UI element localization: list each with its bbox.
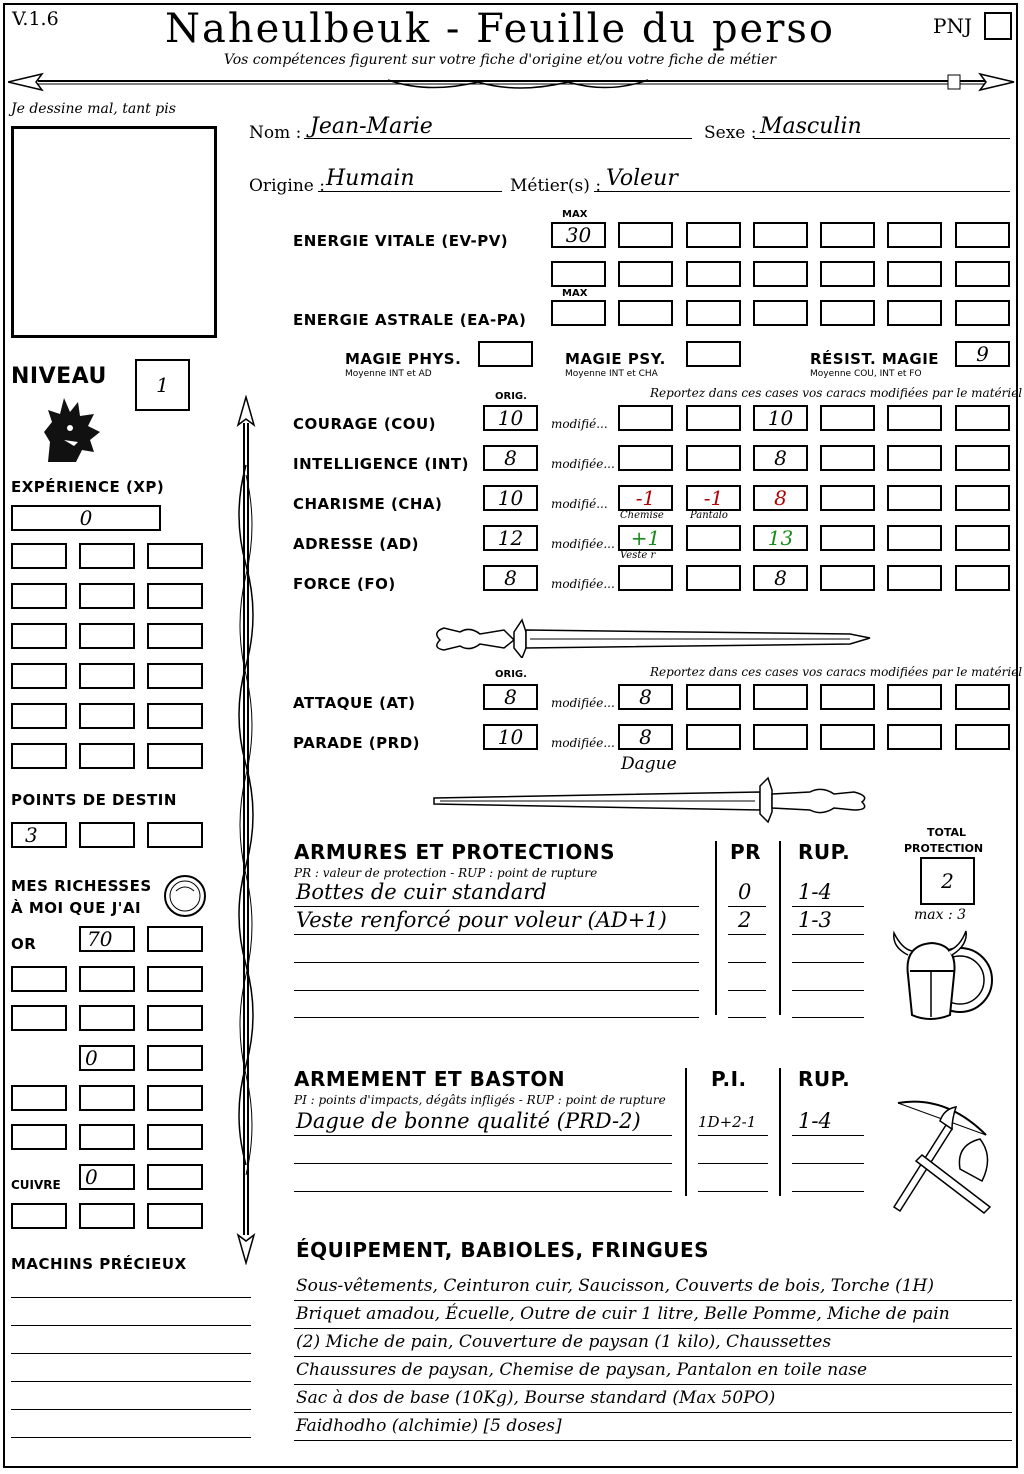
- argent-cell[interactable]: [11, 1045, 67, 1071]
- total-protection-label-2: PROTECTION: [904, 842, 984, 855]
- equipment-item[interactable]: Sac à dos de base (10Kg), Bourse standard (Max 50PO): [296, 1388, 776, 1408]
- stat-modified-box[interactable]: 8: [753, 445, 808, 471]
- or-box-2[interactable]: [147, 926, 203, 952]
- cuivre-label: CUIVRE: [11, 1178, 61, 1192]
- portrait-caption: Je dessine mal, tant pis: [11, 101, 176, 117]
- ea-max-label: MAX: [562, 288, 588, 299]
- version-label: V.1.6: [12, 8, 59, 30]
- equipment-item[interactable]: Chaussures de paysan, Chemise de paysan, Pantalon en toile nase: [296, 1360, 868, 1380]
- argent-cell[interactable]: [79, 1124, 135, 1150]
- armor-pr-line[interactable]: [728, 990, 766, 991]
- precious-line[interactable]: [11, 1297, 251, 1298]
- niveau-label: NIVEAU: [11, 364, 107, 389]
- ea-max-box[interactable]: [551, 300, 606, 326]
- armor-item-pr[interactable]: 0: [738, 880, 752, 904]
- stat-modified-box[interactable]: [820, 485, 875, 511]
- combat-modified-box[interactable]: [820, 724, 875, 750]
- armor-pr-line[interactable]: [728, 962, 766, 963]
- stat-modified-box[interactable]: [955, 525, 1010, 551]
- stat-modified-box[interactable]: [820, 525, 875, 551]
- ev-box[interactable]: [820, 222, 875, 248]
- armor-divider-1: [715, 841, 717, 1015]
- armor-item-pr[interactable]: 2: [738, 908, 752, 932]
- ev-box[interactable]: [887, 261, 942, 287]
- sword-icon-2: [430, 776, 874, 824]
- resist-magie-sub: Moyenne COU, INT et FO: [810, 369, 922, 379]
- stat-orig-box[interactable]: 10: [483, 405, 538, 431]
- magie-psy-box[interactable]: [686, 341, 741, 367]
- xp-cell[interactable]: [147, 743, 203, 769]
- stat-orig-box[interactable]: 8: [483, 565, 538, 591]
- stat-orig-box[interactable]: 8: [483, 445, 538, 471]
- argent-cell[interactable]: [79, 1085, 135, 1111]
- combat-modified-box[interactable]: [753, 724, 808, 750]
- armor-name-line[interactable]: [294, 990, 699, 991]
- xp-label: EXPÉRIENCE (XP): [11, 478, 165, 496]
- equipment-item[interactable]: Faidhodho (alchimie) [5 doses]: [296, 1416, 562, 1436]
- magie-phys-sub: Moyenne INT et AD: [345, 369, 432, 379]
- ea-box[interactable]: [955, 300, 1010, 326]
- xp-cell[interactable]: [147, 583, 203, 609]
- stat-modified-box[interactable]: [618, 405, 673, 431]
- armor-name-line[interactable]: [294, 962, 699, 963]
- stat-modified-box[interactable]: [618, 445, 673, 471]
- stat-modified-box[interactable]: [887, 405, 942, 431]
- precious-line[interactable]: [11, 1325, 251, 1326]
- weapon-item-name[interactable]: Dague de bonne qualité (PRD-2): [296, 1109, 641, 1133]
- xp-cell[interactable]: [11, 743, 67, 769]
- combat-modified-label: modifiée...: [551, 736, 615, 750]
- equipment-line[interactable]: [294, 1328, 1012, 1329]
- stats-report-note: Reportez dans ces cases vos caracs modifiées par le matériel: [650, 386, 1023, 400]
- weapons-pi-header: P.I.: [711, 1067, 747, 1091]
- xp-cell[interactable]: [79, 663, 135, 689]
- weapons-divider-2: [779, 1068, 781, 1196]
- cuivre-cell[interactable]: [147, 1203, 203, 1229]
- ev-box[interactable]: [618, 261, 673, 287]
- stat-modified-box[interactable]: +1: [618, 525, 673, 551]
- stat-modified-label: modifié...: [551, 497, 608, 511]
- weapon-pi-line[interactable]: [698, 1191, 768, 1192]
- armor-item-name[interactable]: Bottes de cuir standard: [296, 880, 547, 904]
- weapon-name-line[interactable]: [294, 1135, 672, 1136]
- destin-box-1[interactable]: 3: [11, 822, 67, 848]
- combat-modified-box[interactable]: 8: [618, 684, 673, 710]
- nom-value[interactable]: Jean-Marie: [310, 114, 433, 139]
- metier-label: Métier(s) :: [510, 176, 602, 196]
- dragon-icon: [38, 392, 106, 464]
- equipment-item[interactable]: (2) Miche de pain, Couverture de paysan (1 kilo), Chaussettes: [296, 1332, 832, 1352]
- xp-cell[interactable]: [79, 743, 135, 769]
- equipment-line[interactable]: [294, 1440, 1012, 1441]
- ea-label: ENERGIE ASTRALE (EA-PA): [293, 311, 527, 329]
- metier-line: [594, 191, 1010, 192]
- equipment-item[interactable]: Briquet amadou, Écuelle, Outre de cuir 1 litre, Belle Pomme, Miche de pain: [296, 1304, 950, 1324]
- stat-modified-box[interactable]: [955, 485, 1010, 511]
- cuivre-cell[interactable]: [79, 1203, 135, 1229]
- weapons-divider-1: [685, 1068, 687, 1196]
- ea-box[interactable]: [686, 300, 741, 326]
- stat-modified-label: modifié...: [551, 417, 608, 431]
- coin-icon: [162, 873, 208, 919]
- combat-modified-box[interactable]: 8: [618, 724, 673, 750]
- ev-box[interactable]: [820, 261, 875, 287]
- combat-modified-box[interactable]: [955, 684, 1010, 710]
- combat-label: PARADE (PRD): [293, 734, 421, 752]
- weapon-note: Dague: [621, 754, 677, 774]
- resist-magie-box[interactable]: 9: [955, 341, 1010, 367]
- stat-modified-box[interactable]: [686, 565, 741, 591]
- stat-label: CHARISME (CHA): [293, 495, 443, 513]
- argent-cell[interactable]: [11, 1124, 67, 1150]
- argent-cell[interactable]: [147, 1124, 203, 1150]
- stat-modified-box[interactable]: 10: [753, 405, 808, 431]
- stat-modified-box[interactable]: -1: [618, 485, 673, 511]
- magie-psy-label: MAGIE PSY.: [565, 350, 666, 368]
- armor-pr-header: PR: [730, 840, 762, 864]
- sexe-label: Sexe :: [704, 123, 757, 143]
- combat-report-note: Reportez dans ces cases vos caracs modifiées par le matériel: [650, 665, 1023, 679]
- ev-box[interactable]: [955, 222, 1010, 248]
- combat-orig-box[interactable]: 10: [483, 724, 538, 750]
- armor-rup-line[interactable]: [792, 906, 864, 907]
- stat-modified-box[interactable]: [820, 405, 875, 431]
- ea-box[interactable]: [618, 300, 673, 326]
- stat-modified-box[interactable]: [686, 405, 741, 431]
- argent-cell[interactable]: [147, 1085, 203, 1111]
- weapons-rup-header: RUP.: [798, 1067, 851, 1091]
- xp-cell[interactable]: [147, 623, 203, 649]
- ev-box[interactable]: [551, 261, 606, 287]
- stat-modified-box[interactable]: [955, 445, 1010, 471]
- combat-orig-label: ORIG.: [495, 669, 527, 680]
- or-cell[interactable]: [79, 1005, 135, 1031]
- ev-box[interactable]: [753, 222, 808, 248]
- weapons-title: ARMEMENT ET BASTON: [294, 1067, 566, 1091]
- or-cell[interactable]: [11, 1005, 67, 1031]
- or-box[interactable]: 70: [79, 926, 135, 952]
- origine-label: Origine :: [249, 176, 325, 196]
- argent-box[interactable]: 0: [79, 1045, 135, 1071]
- total-protection-label-1: TOTAL: [927, 826, 967, 839]
- combat-modified-box[interactable]: [955, 724, 1010, 750]
- xp-cell[interactable]: [79, 583, 135, 609]
- stat-label: COURAGE (COU): [293, 415, 437, 433]
- helmet-shield-icon: [888, 925, 1000, 1030]
- stat-note: Pantalo: [690, 510, 728, 521]
- origine-value[interactable]: Humain: [326, 166, 415, 191]
- stat-label: INTELLIGENCE (INT): [293, 455, 469, 473]
- stat-orig-box[interactable]: 12: [483, 525, 538, 551]
- equipment-line[interactable]: [294, 1412, 1012, 1413]
- armor-item-rup[interactable]: 1-3: [798, 908, 832, 932]
- stat-modified-box[interactable]: [887, 485, 942, 511]
- armor-rup-line[interactable]: [792, 962, 864, 963]
- sexe-value[interactable]: Masculin: [760, 114, 862, 139]
- ev-max-box[interactable]: 30: [551, 222, 606, 248]
- armor-rup-line[interactable]: [792, 990, 864, 991]
- ea-box[interactable]: [753, 300, 808, 326]
- stat-modified-box[interactable]: 13: [753, 525, 808, 551]
- magie-phys-label: MAGIE PHYS.: [345, 350, 462, 368]
- equipment-line[interactable]: [294, 1300, 1012, 1301]
- armor-pr-line[interactable]: [728, 1017, 766, 1018]
- xp-cell[interactable]: [147, 543, 203, 569]
- weapon-name-line[interactable]: [294, 1163, 672, 1164]
- armor-name-line[interactable]: [294, 934, 699, 935]
- weapon-item-rup[interactable]: 1-4: [798, 1109, 832, 1133]
- destin-box-2[interactable]: [79, 822, 135, 848]
- ev-box[interactable]: [686, 222, 741, 248]
- weapon-rup-line[interactable]: [792, 1163, 864, 1164]
- cuivre-box[interactable]: 0: [79, 1164, 135, 1190]
- cuivre-box-2[interactable]: [147, 1164, 203, 1190]
- stat-modified-box[interactable]: [955, 405, 1010, 431]
- or-label: OR: [11, 935, 37, 953]
- weapons-icon: [886, 1095, 1006, 1217]
- weapon-rup-line[interactable]: [792, 1135, 864, 1136]
- nom-label: Nom :: [249, 123, 302, 143]
- stat-modified-box[interactable]: [955, 565, 1010, 591]
- richesses-label-2: À MOI QUE J'AI: [11, 899, 142, 917]
- ea-box[interactable]: [820, 300, 875, 326]
- ea-box[interactable]: [887, 300, 942, 326]
- combat-modified-box[interactable]: [686, 724, 741, 750]
- weapon-rup-line[interactable]: [792, 1191, 864, 1192]
- ev-box[interactable]: [887, 222, 942, 248]
- weapons-sub: PI : points d'impacts, dégâts infligés - RUP : point de rupture: [294, 1093, 666, 1107]
- equipment-line[interactable]: [294, 1384, 1012, 1385]
- combat-modified-box[interactable]: [753, 684, 808, 710]
- ev-label: ENERGIE VITALE (EV-PV): [293, 232, 509, 250]
- equipment-line[interactable]: [294, 1356, 1012, 1357]
- pnj-checkbox[interactable]: [984, 12, 1012, 40]
- stat-modified-box[interactable]: [820, 565, 875, 591]
- sheet-subtitle: Vos compétences figurent sur votre fiche d'origine et/ou votre fiche de métier: [223, 52, 777, 68]
- armor-name-line[interactable]: [294, 906, 699, 907]
- armor-pr-line[interactable]: [728, 906, 766, 907]
- weapon-name-line[interactable]: [294, 1191, 672, 1192]
- precious-line[interactable]: [11, 1437, 251, 1438]
- stat-note: Veste r: [620, 550, 656, 561]
- xp-cell[interactable]: [147, 663, 203, 689]
- equipment-item[interactable]: Sous-vêtements, Ceinturon cuir, Saucisson, Couverts de bois, Torche (1H): [296, 1276, 934, 1296]
- destin-label: POINTS DE DESTIN: [11, 791, 177, 809]
- total-protection-box[interactable]: 2: [920, 857, 975, 905]
- xp-cell[interactable]: [147, 703, 203, 729]
- xp-cell[interactable]: [11, 583, 67, 609]
- niveau-box[interactable]: 1: [135, 359, 190, 411]
- armor-rup-line[interactable]: [792, 1017, 864, 1018]
- armor-divider-2: [779, 841, 781, 1015]
- stat-modified-box[interactable]: [887, 445, 942, 471]
- origine-line: [318, 191, 502, 192]
- combat-modified-box[interactable]: [887, 684, 942, 710]
- armor-name-line[interactable]: [294, 1017, 699, 1018]
- stat-orig-box[interactable]: 10: [483, 485, 538, 511]
- combat-label: ATTAQUE (AT): [293, 694, 416, 712]
- equipment-title: ÉQUIPEMENT, BABIOLES, FRINGUES: [296, 1238, 710, 1262]
- sheet-title: Naheulbeuk - Feuille du perso: [165, 6, 835, 52]
- stat-modified-box[interactable]: 8: [753, 565, 808, 591]
- header-spear-icon: [8, 68, 1016, 94]
- armor-item-rup[interactable]: 1-4: [798, 880, 832, 904]
- stat-modified-label: modifiée...: [551, 457, 615, 471]
- combat-orig-box[interactable]: 8: [483, 684, 538, 710]
- stat-modified-box[interactable]: [686, 525, 741, 551]
- richesses-label-1: MES RICHESSES: [11, 877, 152, 895]
- armor-sub: PR : valeur de protection - RUP : point de rupture: [294, 866, 598, 880]
- xp-cell[interactable]: [11, 623, 67, 649]
- pnj-label: PNJ: [933, 14, 972, 38]
- ev-box[interactable]: [686, 261, 741, 287]
- argent-cell[interactable]: [11, 1085, 67, 1111]
- combat-modified-box[interactable]: [887, 724, 942, 750]
- stat-modified-box[interactable]: [820, 445, 875, 471]
- stat-modified-box[interactable]: [618, 565, 673, 591]
- armor-rup-line[interactable]: [792, 934, 864, 935]
- cuivre-cell[interactable]: [11, 1203, 67, 1229]
- precious-line[interactable]: [11, 1409, 251, 1410]
- argent-box-2[interactable]: [147, 1045, 203, 1071]
- ev-max-label: MAX: [562, 209, 588, 220]
- armor-title: ARMURES ET PROTECTIONS: [294, 840, 615, 864]
- combat-modified-box[interactable]: [686, 684, 741, 710]
- weapon-pi-line[interactable]: [698, 1163, 768, 1164]
- stat-label: ADRESSE (AD): [293, 535, 420, 553]
- stat-label: FORCE (FO): [293, 575, 396, 593]
- xp-cell[interactable]: [79, 543, 135, 569]
- stat-modified-box[interactable]: 8: [753, 485, 808, 511]
- stat-modified-label: modifiée...: [551, 537, 615, 551]
- xp-cell[interactable]: [11, 543, 67, 569]
- xp-cell[interactable]: [79, 703, 135, 729]
- stats-orig-label: ORIG.: [495, 391, 527, 402]
- or-cell[interactable]: [147, 966, 203, 992]
- magie-phys-box[interactable]: [478, 341, 533, 367]
- stat-modified-box[interactable]: -1: [686, 485, 741, 511]
- armor-item-name[interactable]: Veste renforcé pour voleur (AD+1): [296, 908, 667, 932]
- or-cell[interactable]: [79, 966, 135, 992]
- sword-icon: [430, 618, 874, 658]
- armor-rup-header: RUP.: [798, 840, 851, 864]
- precious-line[interactable]: [11, 1381, 251, 1382]
- stat-modified-box[interactable]: [887, 565, 942, 591]
- ev-box[interactable]: [618, 222, 673, 248]
- stat-note: Chemise: [620, 510, 664, 521]
- xp-cell[interactable]: [11, 663, 67, 689]
- xp-box[interactable]: 0: [11, 505, 161, 531]
- xp-cell[interactable]: [11, 703, 67, 729]
- machins-precieux-label: MACHINS PRÉCIEUX: [11, 1255, 187, 1273]
- metier-value[interactable]: Voleur: [606, 166, 678, 191]
- spear-icon: [228, 395, 264, 1265]
- stat-modified-box[interactable]: [686, 445, 741, 471]
- combat-modified-box[interactable]: [820, 684, 875, 710]
- weapon-item-pi[interactable]: 1D+2-1: [698, 1113, 757, 1131]
- precious-line[interactable]: [11, 1353, 251, 1354]
- ev-box[interactable]: [753, 261, 808, 287]
- resist-magie-label: RÉSIST. MAGIE: [810, 350, 940, 368]
- or-cell[interactable]: [147, 1005, 203, 1031]
- armor-pr-line[interactable]: [728, 934, 766, 935]
- portrait-box[interactable]: [11, 126, 217, 338]
- destin-box-3[interactable]: [147, 822, 203, 848]
- combat-modified-label: modifiée...: [551, 696, 615, 710]
- magie-psy-sub: Moyenne INT et CHA: [565, 369, 658, 379]
- weapon-pi-line[interactable]: [698, 1135, 768, 1136]
- ev-box[interactable]: [955, 261, 1010, 287]
- total-protection-max: max : 3: [914, 907, 967, 923]
- stat-modified-label: modifiée...: [551, 577, 615, 591]
- stat-modified-box[interactable]: [887, 525, 942, 551]
- xp-cell[interactable]: [79, 623, 135, 649]
- or-cell[interactable]: [11, 966, 67, 992]
